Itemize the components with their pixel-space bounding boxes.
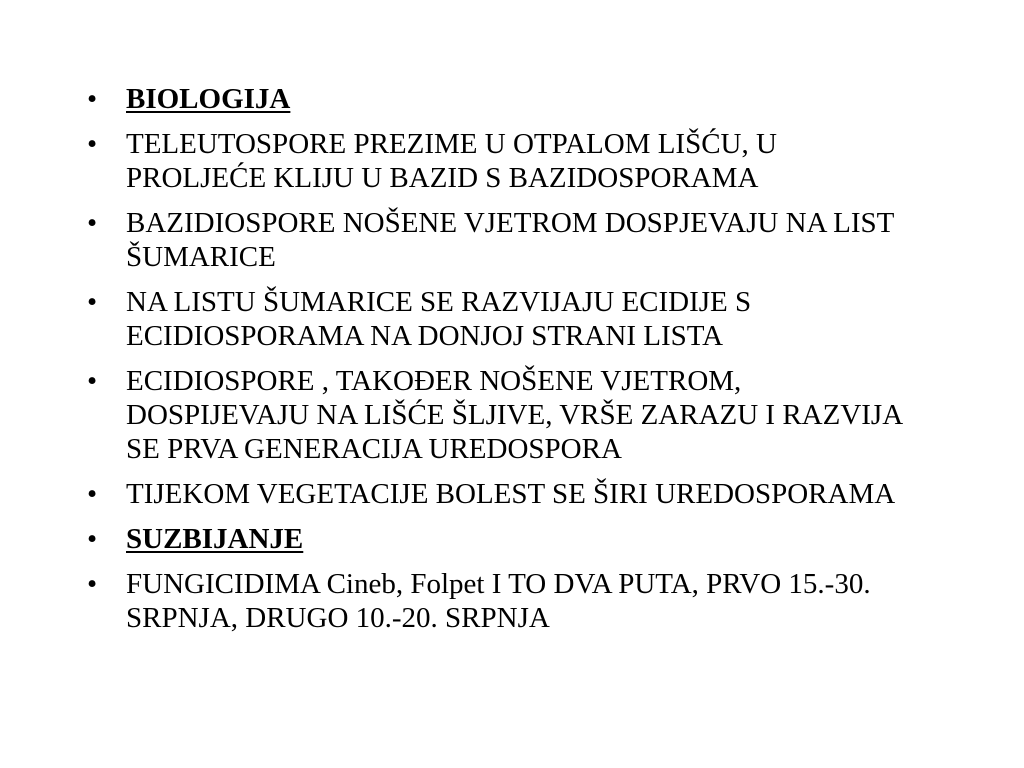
section-heading-suzbijanje bbox=[87, 522, 917, 556]
bullet-text: ECIDIOSPORE , TAKOĐER NOŠENE VJETROM, DOSPIJEVAJU NA LIŠĆE ŠLJIVE, VRŠE ZARAZU I RAZVIJA SE PRVA GENERACIJA UREDOSPORA bbox=[126, 365, 902, 465]
bullet-icon: • bbox=[87, 83, 98, 115]
bullet-text: BAZIDIOSPORE NOŠENE VJETROM DOSPJEVAJU NA LIST ŠUMARICE bbox=[126, 207, 894, 273]
bullet-icon: • bbox=[87, 128, 98, 160]
bullet-icon: • bbox=[87, 286, 98, 318]
bullet-text: FUNGICIDIMA Cineb, Folpet I TO DVA PUTA, PRVO 15.-30. SRPNJA, DRUGO 10.-20. SRPNJA bbox=[126, 568, 871, 634]
bullet-text: NA LISTU ŠUMARICE SE RAZVIJAJU ECIDIJE S ECIDIOSPORAMA NA DONJOJ STRANI LISTA bbox=[126, 286, 752, 352]
bullet-text: TIJEKOM VEGETACIJE BOLEST SE ŠIRI UREDOSPORAMA bbox=[126, 478, 896, 510]
bullet-item bbox=[87, 285, 917, 353]
bullet-item bbox=[87, 364, 917, 466]
bullet-icon: • bbox=[87, 207, 98, 239]
bullet-item bbox=[87, 127, 917, 195]
section-heading-biologija bbox=[87, 82, 917, 116]
bullet-icon: • bbox=[87, 478, 98, 510]
bullet-icon: • bbox=[87, 365, 98, 397]
bullet-item bbox=[87, 477, 917, 511]
heading-text: SUZBIJANJE bbox=[126, 523, 304, 555]
bullet-icon: • bbox=[87, 568, 98, 600]
bullet-text: TELEUTOSPORE PREZIME U OTPALOM LIŠĆU, U PROLJEĆE KLIJU U BAZID S BAZIDOSPORAMA bbox=[126, 128, 777, 194]
bullet-list bbox=[87, 82, 917, 646]
heading-text: BIOLOGIJA bbox=[126, 83, 291, 115]
bullet-icon: • bbox=[87, 523, 98, 555]
bullet-item bbox=[87, 567, 917, 635]
bullet-item bbox=[87, 206, 917, 274]
